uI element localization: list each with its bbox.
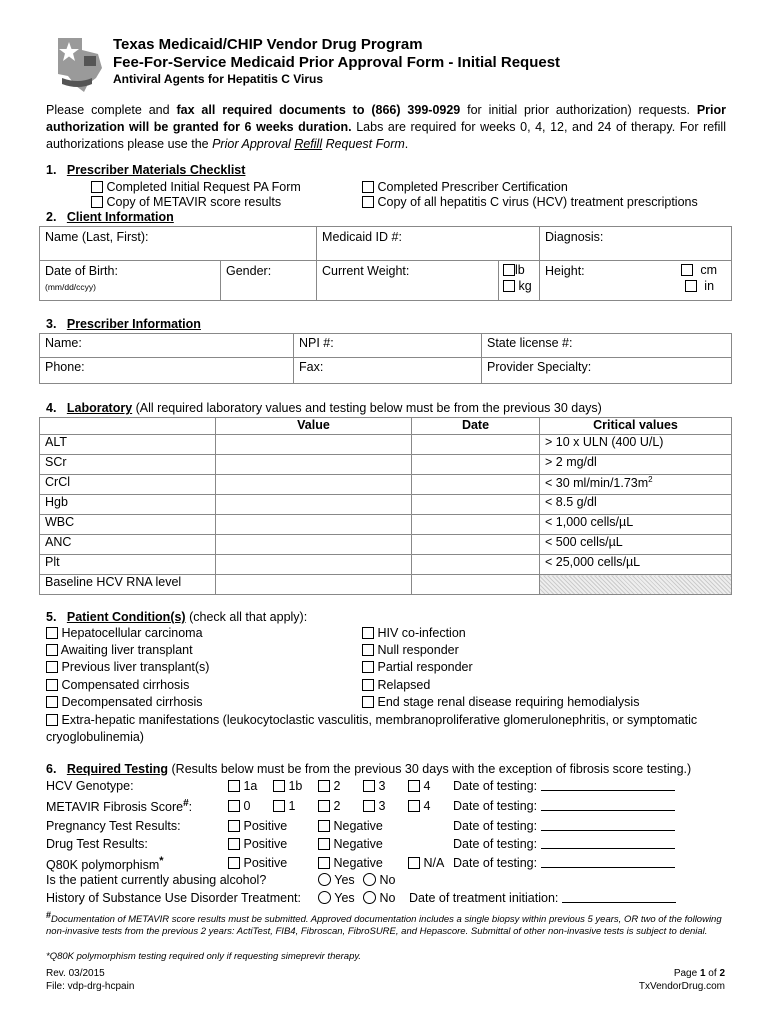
drug-test-label: Drug Test Results: xyxy=(46,837,148,851)
lab-header-date: Date xyxy=(412,418,540,435)
checkbox[interactable] xyxy=(362,627,374,639)
genotype-opt-2[interactable]: 2 xyxy=(318,779,340,793)
genotype-opt-4[interactable]: 4 xyxy=(408,779,430,793)
hcv-genotype-label: HCV Genotype: xyxy=(46,779,134,793)
metavir-label: METAVIR Fibrosis Score#: xyxy=(46,798,193,815)
laboratory-table xyxy=(39,417,732,595)
lab-value-field[interactable] xyxy=(216,535,412,555)
form-title-line1: Texas Medicaid/CHIP Vendor Drug Program xyxy=(113,36,423,53)
condition-decompensated[interactable]: Decompensated cirrhosis xyxy=(46,694,209,711)
lab-row-crcl xyxy=(40,475,732,495)
lab-name: ALT xyxy=(40,435,216,455)
checkbox[interactable] xyxy=(685,280,697,292)
checkbox[interactable] xyxy=(228,838,240,850)
treatment-date-field[interactable]: Date of treatment initiation: xyxy=(409,891,676,905)
lab-date-field[interactable] xyxy=(412,535,540,555)
height-field[interactable]: Height: cm in xyxy=(540,261,732,301)
section-4-note: (All required laboratory values and testing below must be from the previous 30 days) xyxy=(132,401,602,415)
section-5-note: (check all that apply): xyxy=(185,610,308,624)
checkbox[interactable] xyxy=(91,181,103,193)
genotype-opt-1b[interactable]: 1b xyxy=(273,779,302,793)
checkbox[interactable] xyxy=(362,679,374,691)
section-3-heading: 3. Prescriber Information xyxy=(46,317,201,331)
weight-field[interactable]: Current Weight: xyxy=(317,261,499,301)
footnote-metavir: #Documentation of METAVIR score results must be submitted. Approved documentation includes a single biopsy within previous 5 years, OR two of the following non-invasive tests from the previous 2 years: ActiTest, FIB4, Fibroscan, FibroSURE, and Hepascore. Submittal of other non-invasive tests is subject to denial. xyxy=(46,910,722,938)
section-2-heading: 2. Client Information xyxy=(46,210,174,224)
prescriber-info-table xyxy=(39,333,732,384)
intro-refill-1: Prior Approval xyxy=(212,137,295,151)
checkbox[interactable] xyxy=(681,264,693,276)
medicaid-id-field[interactable]: Medicaid ID #: xyxy=(317,227,540,261)
genotype-date-field[interactable]: Date of testing: xyxy=(453,779,675,793)
lab-date-field[interactable] xyxy=(412,575,540,595)
section-4-heading: 4. Laboratory (All required laboratory values and testing below must be from the previous 30 days) xyxy=(46,401,602,415)
condition-compensated[interactable]: Compensated cirrhosis xyxy=(46,677,209,694)
lab-row-plt xyxy=(40,555,732,575)
checkbox[interactable] xyxy=(46,627,58,639)
lab-row-alt xyxy=(40,435,732,455)
logo xyxy=(52,34,104,92)
intro-duration: Prior authorization will be granted for 6 weeks duration. xyxy=(46,103,726,134)
drug-date-field[interactable]: Date of testing: xyxy=(453,837,675,851)
q80k-negative[interactable]: Negative xyxy=(318,856,383,870)
alcohol-no[interactable]: No xyxy=(363,873,395,887)
checkbox[interactable] xyxy=(408,857,420,869)
checkbox[interactable] xyxy=(363,800,375,812)
checkbox[interactable] xyxy=(318,820,330,832)
pregnancy-date-field[interactable]: Date of testing: xyxy=(453,819,675,833)
metavir-date-field[interactable]: Date of testing: xyxy=(453,799,675,813)
lab-critical: < 1,000 cells/µL xyxy=(540,515,732,535)
lab-value-field[interactable] xyxy=(216,555,412,575)
q80k-date-field[interactable]: Date of testing: xyxy=(453,856,675,870)
lab-row-scr xyxy=(40,455,732,475)
condition-awaiting-transplant[interactable]: Awaiting liver transplant xyxy=(46,642,209,659)
history-label: History of Substance Use Disorder Treatment: xyxy=(46,891,301,905)
drug-positive[interactable]: Positive xyxy=(228,837,287,851)
history-yes[interactable]: Yes xyxy=(318,891,355,905)
metavir-opt-2[interactable]: 2 xyxy=(318,799,340,813)
lab-name: ANC xyxy=(40,535,216,555)
checkbox[interactable] xyxy=(228,820,240,832)
radio-button[interactable] xyxy=(318,873,331,886)
pregnancy-positive[interactable]: Positive xyxy=(228,819,287,833)
lab-header-critical: Critical values xyxy=(540,418,732,435)
intro-text-1: Please complete and xyxy=(46,103,177,117)
height-unit-cm[interactable]: cm xyxy=(681,263,717,277)
checkbox[interactable] xyxy=(273,800,285,812)
radio-button[interactable] xyxy=(363,891,376,904)
checkbox[interactable] xyxy=(318,780,330,792)
section-1-title: Prescriber Materials Checklist xyxy=(66,163,246,177)
lab-row-anc xyxy=(40,535,732,555)
intro-text-3: Labs are required for weeks 0, 4, 12, and 24 of therapy. For refill authorizations please use the xyxy=(46,120,726,151)
checkbox[interactable] xyxy=(362,644,374,656)
lab-date-field[interactable] xyxy=(412,455,540,475)
checkbox[interactable] xyxy=(362,696,374,708)
checkbox[interactable] xyxy=(46,714,58,726)
checkbox[interactable] xyxy=(363,780,375,792)
texas-star-logo-icon xyxy=(52,34,104,92)
lab-critical: > 2 mg/dl xyxy=(540,455,732,475)
lab-critical-sup: 2 xyxy=(648,475,653,484)
footnote-q80k: *Q80K polymorphism testing required only if requesting simeprevir therapy. xyxy=(46,951,362,962)
lab-date-field[interactable] xyxy=(412,435,540,455)
checklist-item-3[interactable]: Copy of METAVIR score results xyxy=(91,195,281,209)
weight-unit-lb[interactable]: lb xyxy=(503,263,534,277)
condition-hepatocellular[interactable]: Hepatocellular carcinoma xyxy=(46,625,209,642)
form-subtitle: Antiviral Agents for Hepatitis C Virus xyxy=(113,72,324,86)
checkbox[interactable] xyxy=(46,679,58,691)
section-6-title: Required Testing xyxy=(66,762,169,776)
condition-right-list xyxy=(362,625,639,711)
checkbox[interactable] xyxy=(91,196,103,208)
checkbox[interactable] xyxy=(318,857,330,869)
weight-unit-kg[interactable]: kg xyxy=(503,279,534,293)
checkbox[interactable] xyxy=(503,280,515,292)
section-4-title: Laboratory xyxy=(66,401,133,415)
lab-name: SCr xyxy=(40,455,216,475)
section-6-heading: 6. Required Testing (Results below must be from the previous 30 days with the exception of fibrosis score testing.) xyxy=(46,762,692,776)
checkbox[interactable] xyxy=(408,800,420,812)
checklist-item-2[interactable]: Completed Prescriber Certification xyxy=(362,180,568,194)
dob-field[interactable]: Date of Birth: (mm/dd/ccyy) xyxy=(40,261,221,301)
weight-unit-cell xyxy=(499,261,540,301)
intro-fax: fax all required documents to (866) 399-0929 xyxy=(176,103,461,117)
metavir-opt-1[interactable]: 1 xyxy=(273,799,295,813)
checkbox[interactable] xyxy=(228,780,240,792)
metavir-opt-3[interactable]: 3 xyxy=(363,799,385,813)
lab-header-test xyxy=(40,418,216,435)
lab-date-field[interactable] xyxy=(412,475,540,495)
lab-critical: < 8.5 g/dl xyxy=(540,495,732,515)
metavir-opt-4[interactable]: 4 xyxy=(408,799,430,813)
section-5-title: Patient Condition(s) xyxy=(66,610,186,624)
lab-critical: < 500 cells/µL xyxy=(540,535,732,555)
lab-name: Hgb xyxy=(40,495,216,515)
checkbox[interactable] xyxy=(408,780,420,792)
lab-date-field[interactable] xyxy=(412,495,540,515)
lab-critical-shaded xyxy=(540,575,732,595)
condition-null-responder[interactable]: Null responder xyxy=(362,642,639,659)
intro-text-4: . xyxy=(404,137,409,151)
checkbox[interactable] xyxy=(46,696,58,708)
lab-value-field[interactable] xyxy=(216,475,412,495)
section-5-heading: 5. Patient Condition(s) (check all that apply): xyxy=(46,610,308,624)
section-6-note: (Results below must be from the previous 30 days with the exception of fibrosis score testing.) xyxy=(168,762,692,776)
alcohol-yes[interactable]: Yes xyxy=(318,873,355,887)
genotype-opt-3[interactable]: 3 xyxy=(363,779,385,793)
pregnancy-label: Pregnancy Test Results: xyxy=(46,819,181,833)
gender-field[interactable]: Gender: xyxy=(221,261,317,301)
checkbox[interactable] xyxy=(503,264,515,276)
checkbox[interactable] xyxy=(46,644,58,656)
condition-partial-responder[interactable]: Partial responder xyxy=(362,659,639,676)
q80k-positive[interactable]: Positive xyxy=(228,856,287,870)
lab-header-value: Value xyxy=(216,418,412,435)
checkbox[interactable] xyxy=(46,661,58,673)
lab-name: Plt xyxy=(40,555,216,575)
footer-file: File: vdp-drg-hcpain xyxy=(46,981,135,992)
section-3-title: Prescriber Information xyxy=(66,317,201,331)
intro-refill-link[interactable]: Refill xyxy=(294,137,323,151)
condition-relapsed[interactable]: Relapsed xyxy=(362,677,639,694)
lab-row-hcv-rna xyxy=(40,575,732,595)
condition-esrd[interactable]: End stage renal disease requiring hemodialysis xyxy=(362,694,639,711)
checkbox[interactable] xyxy=(228,800,240,812)
checkbox[interactable] xyxy=(318,800,330,812)
intro-refill-3: Request Form xyxy=(322,137,405,151)
provider-specialty-field[interactable]: Provider Specialty: xyxy=(482,358,732,384)
q80k-na[interactable]: N/A xyxy=(408,856,444,870)
state-license-field[interactable]: State license #: xyxy=(482,334,732,358)
pregnancy-negative[interactable]: Negative xyxy=(318,819,383,833)
lab-value-field[interactable] xyxy=(216,495,412,515)
lab-critical: > 10 x ULN (400 U/L) xyxy=(540,435,732,455)
checkbox[interactable] xyxy=(228,857,240,869)
lab-name: WBC xyxy=(40,515,216,535)
lab-critical: < 30 $ml/\min/1.73m^2$ xyxy=(540,475,732,495)
checklist-item-4[interactable]: Copy of all hepatitis C virus (HCV) treatment prescriptions xyxy=(362,195,698,209)
height-unit-in[interactable]: in xyxy=(685,279,714,293)
checkbox[interactable] xyxy=(318,838,330,850)
footer-website[interactable]: TxVendorDrug.com xyxy=(638,981,725,992)
alcohol-label: Is the patient currently abusing alcohol? xyxy=(46,873,267,887)
condition-extra-hepatic[interactable]: Extra-hepatic manifestations (leukocytoclastic vasculitis, membranoproliferative glomerulonephritis, or symptomatic cryoglobulinemia) xyxy=(46,713,698,744)
footer-revision: Rev. 03/2015 xyxy=(46,968,105,979)
q80k-label: Q80K polymorphism* xyxy=(46,855,164,873)
checkbox[interactable] xyxy=(273,780,285,792)
lab-critical: < 25,000 cells/µL xyxy=(540,555,732,575)
lab-value-field[interactable] xyxy=(216,515,412,535)
radio-button[interactable] xyxy=(363,873,376,886)
prescriber-fax-field[interactable]: Fax: xyxy=(294,358,482,384)
lab-name: CrCl xyxy=(40,475,216,495)
lab-date-field[interactable] xyxy=(412,555,540,575)
dob-format: (mm/dd/ccyy) xyxy=(45,282,96,292)
checklist-item-1[interactable]: Completed Initial Request PA Form xyxy=(91,180,301,194)
section-1-heading: 1. Prescriber Materials Checklist xyxy=(46,163,246,177)
condition-left-list xyxy=(46,625,209,711)
metavir-opt-0[interactable]: 0 xyxy=(228,799,250,813)
intro-paragraph xyxy=(46,102,726,153)
checkbox[interactable] xyxy=(362,181,374,193)
section-2-title: Client Information xyxy=(66,210,174,224)
condition-hiv[interactable]: HIV co-infection xyxy=(362,625,639,642)
checkbox[interactable] xyxy=(362,196,374,208)
radio-button[interactable] xyxy=(318,891,331,904)
lab-name: Baseline HCV RNA level xyxy=(40,575,216,595)
history-no[interactable]: No xyxy=(363,891,395,905)
prescriber-phone-field[interactable]: Phone: xyxy=(40,358,294,384)
lab-value-field[interactable] xyxy=(216,455,412,475)
lab-value-field[interactable] xyxy=(216,575,412,595)
genotype-opt-1a[interactable]: 1a xyxy=(228,779,257,793)
client-info-table xyxy=(39,226,732,301)
lab-date-field[interactable] xyxy=(412,515,540,535)
checkbox[interactable] xyxy=(362,661,374,673)
form-title-line2: Fee-For-Service Medicaid Prior Approval Form - Initial Request xyxy=(113,54,561,71)
diagnosis-field[interactable]: Diagnosis: xyxy=(540,227,732,261)
footer-page-number: Page 1 of 2 xyxy=(673,968,725,979)
client-name-field[interactable]: Name (Last, First): xyxy=(40,227,317,261)
lab-row-hgb xyxy=(40,495,732,515)
intro-text-2: for initial prior authorization) requests. xyxy=(460,103,697,117)
lab-value-field[interactable] xyxy=(216,435,412,455)
lab-row-wbc xyxy=(40,515,732,535)
npi-field[interactable]: NPI #: xyxy=(294,334,482,358)
condition-previous-transplant[interactable]: Previous liver transplant(s) xyxy=(46,659,209,676)
drug-negative[interactable]: Negative xyxy=(318,837,383,851)
prescriber-name-field[interactable]: Name: xyxy=(40,334,294,358)
